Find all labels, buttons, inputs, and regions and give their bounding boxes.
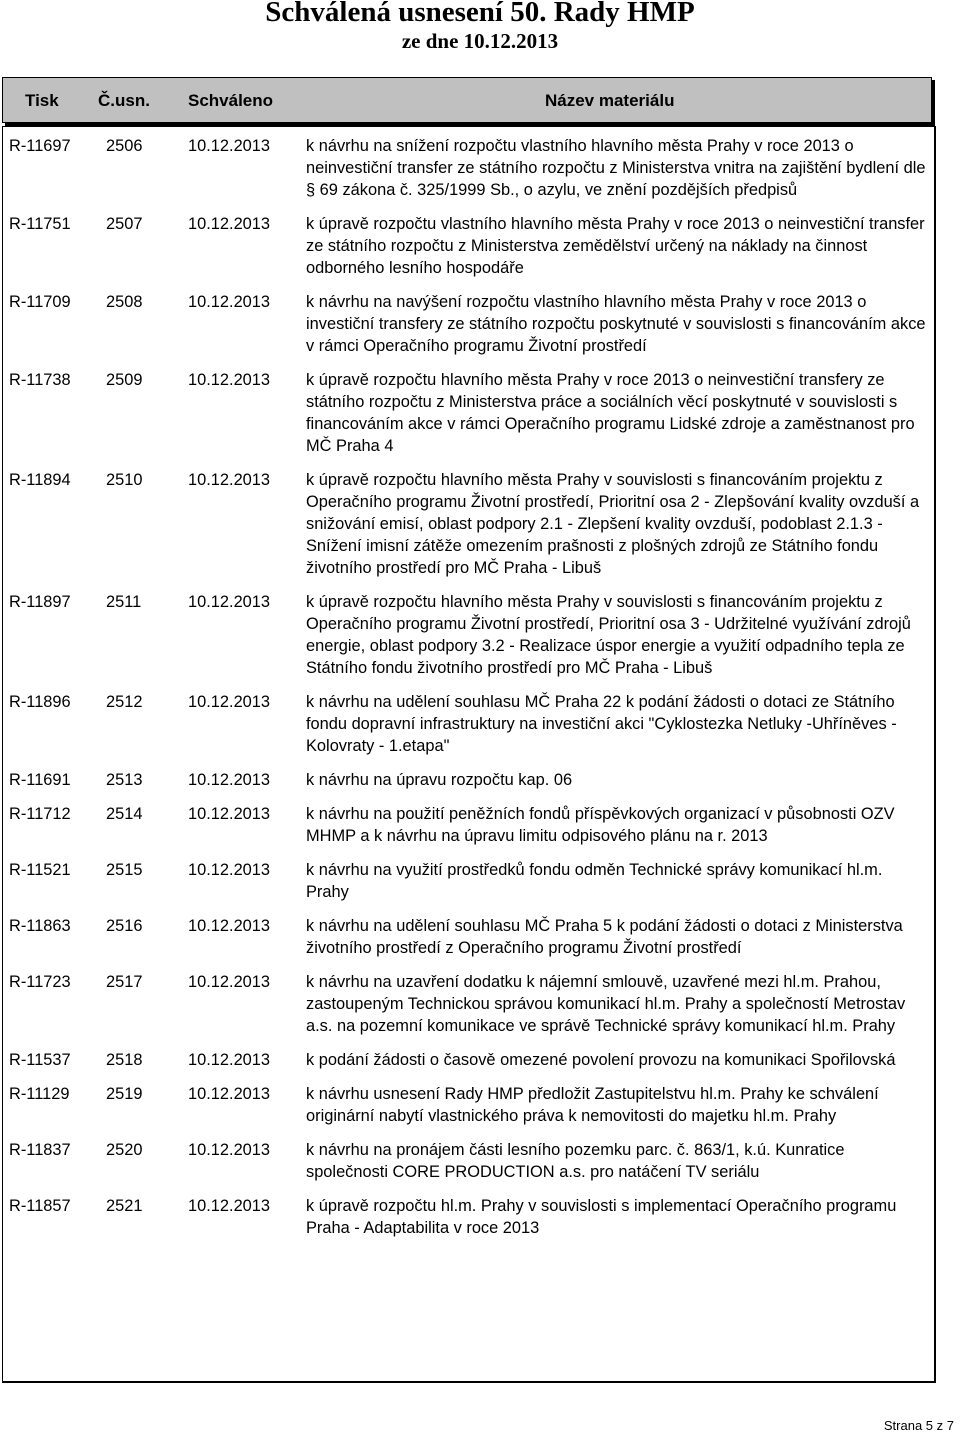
- tisk-cell: R-11697: [9, 137, 71, 155]
- cusn-cell: 2508: [106, 293, 143, 311]
- tisk-cell: R-11751: [9, 215, 71, 233]
- tisk-cell: R-11691: [9, 771, 71, 789]
- material-name-cell: k úpravě rozpočtu hlavního města Prahy v roce 2013 o neinvestiční transfery ze státního rozpočtu z Ministerstva práce a sociálních věcí poskytnuté v souvislosti s financováním akce v rámci Operačního programu Lidské zdroje a zaměstnanost pro MČ Praha 4: [306, 371, 915, 455]
- table-row: [9, 1139, 931, 1183]
- table-row: [9, 469, 931, 579]
- cusn-cell: 2510: [106, 471, 143, 489]
- column-header-nazev: Název materiálu: [545, 91, 675, 110]
- table-row: [9, 1049, 931, 1071]
- tisk-cell: R-11897: [9, 593, 71, 611]
- cusn-cell: 2515: [106, 861, 143, 879]
- tisk-cell: R-11896: [9, 693, 71, 711]
- material-name-cell: k úpravě rozpočtu hlavního města Prahy v souvislosti s financováním projektu z Operačního programu Životní prostředí, Prioritní osa 3 - Udržitelné využívání zdrojů energie, oblast podpory 3.2 - Realizace úspor energie a využití odpadního tepla ze Státního fondu životního prostředí pro MČ Praha - Libuš: [306, 593, 911, 677]
- cusn-cell: 2521: [106, 1197, 143, 1215]
- tisk-cell: R-11857: [9, 1197, 71, 1215]
- table-row: [9, 135, 931, 201]
- date-cell: 10.12.2013: [188, 593, 271, 611]
- material-name-cell: k návrhu na pronájem části lesního pozemku parc. č. 863/1, k.ú. Kunratice společnosti CORE PRODUCTION a.s. pro natáčení TV seriálu: [306, 1141, 845, 1181]
- table-row: [9, 291, 931, 357]
- table-row: [9, 1083, 931, 1127]
- tisk-cell: R-11129: [9, 1085, 70, 1103]
- column-header-cusn: Č.usn.: [98, 91, 150, 110]
- table-row: [9, 1195, 931, 1239]
- date-cell: 10.12.2013: [188, 693, 271, 711]
- cusn-cell: 2507: [106, 215, 143, 233]
- table-row: [9, 769, 931, 791]
- document-title: Schválená usnesení 50. Rady HMP: [265, 0, 695, 28]
- cusn-cell: 2509: [106, 371, 143, 389]
- table-row: [9, 859, 931, 903]
- cusn-cell: 2520: [106, 1141, 143, 1159]
- table-row: [9, 971, 931, 1037]
- table-row: [9, 915, 931, 959]
- table-row: [9, 369, 931, 457]
- column-header-schvaleno: Schváleno: [188, 91, 274, 110]
- table-row: [9, 803, 931, 847]
- material-name-cell: k návrhu usnesení Rady HMP předložit Zastupitelstvu hl.m. Prahy ke schválení originární nabytí vlastnického práva k nemovitosti do majetku hl.m. Prahy: [306, 1085, 879, 1125]
- tisk-cell: R-11863: [9, 917, 71, 935]
- column-header-tisk: Tisk: [25, 91, 59, 110]
- date-cell: 10.12.2013: [188, 1141, 271, 1159]
- material-name-cell: k návrhu na úpravu rozpočtu kap. 06: [306, 771, 573, 789]
- tisk-cell: R-11723: [9, 973, 71, 991]
- tisk-cell: R-11738: [9, 371, 71, 389]
- date-cell: 10.12.2013: [188, 771, 271, 789]
- table-row: [9, 691, 931, 757]
- date-cell: 10.12.2013: [188, 861, 271, 879]
- tisk-cell: R-11537: [9, 1051, 71, 1069]
- tisk-cell: R-11521: [9, 861, 71, 879]
- material-name-cell: k návrhu na navýšení rozpočtu vlastního hlavního města Prahy v roce 2013 o investiční transfery ze státního rozpočtu poskytnuté v souvislosti s financováním akce v rámci Operačního programu Životní prostředí: [306, 293, 926, 355]
- cusn-cell: 2506: [106, 137, 143, 155]
- table-body: [9, 135, 931, 1251]
- table-header: [2, 77, 932, 123]
- material-name-cell: k úpravě rozpočtu hlavního města Prahy v souvislosti s financováním projektu z Operačního programu Životní prostředí, Prioritní osa 2 - Zlepšování kvality ovzduší a snižování emisí, oblast podpory 2.1 - Zlepšení kvality ovzduší, podoblast 2.1.3 - Snížení imisní zátěže omezením prašnosti z plošných zdrojů ze Státního fondu životního prostředí pro MČ Praha - Libuš: [306, 471, 920, 577]
- cusn-cell: 2518: [106, 1051, 143, 1069]
- date-cell: 10.12.2013: [188, 1085, 271, 1103]
- material-name-cell: k návrhu na snížení rozpočtu vlastního hlavního města Prahy v roce 2013 o neinvestiční transfer ze státního rozpočtu z Ministerstva vnitra na zajištění bydlení dle § 69 zákona č. 325/1999 Sb., o azylu, ve znění pozdějších předpisů: [306, 137, 926, 199]
- date-cell: 10.12.2013: [188, 471, 271, 489]
- material-name-cell: k úpravě rozpočtu hl.m. Prahy v souvislosti s implementací Operačního programu Praha - Adaptabilita v roce 2013: [306, 1197, 897, 1237]
- date-cell: 10.12.2013: [188, 805, 271, 823]
- date-cell: 10.12.2013: [188, 293, 271, 311]
- material-name-cell: k návrhu na udělení souhlasu MČ Praha 5 k podání žádosti o dotaci z Ministerstva životního prostředí z Operačního programu Životní prostředí: [306, 917, 903, 957]
- material-name-cell: k návrhu na uzavření dodatku k nájemní smlouvě, uzavřené mezi hl.m. Prahou, zastoupeným Technickou správou komunikací hl.m. Prahy a společností Metrostav a.s. na pozemní komunikace ve správě Technické správy komunikací hl.m. Prahy: [306, 973, 906, 1035]
- material-name-cell: k podání žádosti o časově omezené povolení provozu na komunikaci Spořilovská: [306, 1051, 896, 1069]
- date-cell: 10.12.2013: [188, 371, 271, 389]
- cusn-cell: 2519: [106, 1085, 143, 1103]
- tisk-cell: R-11894: [9, 471, 71, 489]
- page-number: Strana 5 z 7: [883, 1418, 954, 1433]
- tisk-cell: R-11712: [9, 805, 71, 823]
- material-name-cell: k návrhu na využití prostředků fondu odměn Technické správy komunikací hl.m. Prahy: [306, 861, 883, 901]
- cusn-cell: 2512: [106, 693, 143, 711]
- cusn-cell: 2511: [106, 593, 142, 611]
- material-name-cell: k návrhu na udělení souhlasu MČ Praha 22 k podání žádosti o dotaci ze Státního fondu dopravní infrastruktury na investiční akci "Cyklostezka Netluky -Uhříněves - Kolovraty - 1.etapa": [306, 693, 897, 755]
- cusn-cell: 2517: [106, 973, 143, 991]
- date-cell: 10.12.2013: [188, 215, 271, 233]
- date-cell: 10.12.2013: [188, 1197, 271, 1215]
- material-name-cell: k návrhu na použití peněžních fondů příspěvkových organizací v působnosti OZV MHMP a k návrhu na úpravu limitu odpisového plánu na r. 2013: [306, 805, 895, 845]
- tisk-cell: R-11837: [9, 1141, 71, 1159]
- cusn-cell: 2513: [106, 771, 143, 789]
- material-name-cell: k úpravě rozpočtu vlastního hlavního města Prahy v roce 2013 o neinvestiční transfer ze státního rozpočtu z Ministerstva zemědělství určený na náklady na činnost odborného lesního hospodáře: [306, 215, 925, 277]
- document-subtitle: ze dne 10.12.2013: [401, 29, 559, 53]
- table-row: [9, 591, 931, 679]
- tisk-cell: R-11709: [9, 293, 71, 311]
- date-cell: 10.12.2013: [188, 137, 271, 155]
- cusn-cell: 2516: [106, 917, 143, 935]
- date-cell: 10.12.2013: [188, 973, 271, 991]
- date-cell: 10.12.2013: [188, 917, 271, 935]
- table-row: [9, 213, 931, 279]
- date-cell: 10.12.2013: [188, 1051, 271, 1069]
- cusn-cell: 2514: [106, 805, 143, 823]
